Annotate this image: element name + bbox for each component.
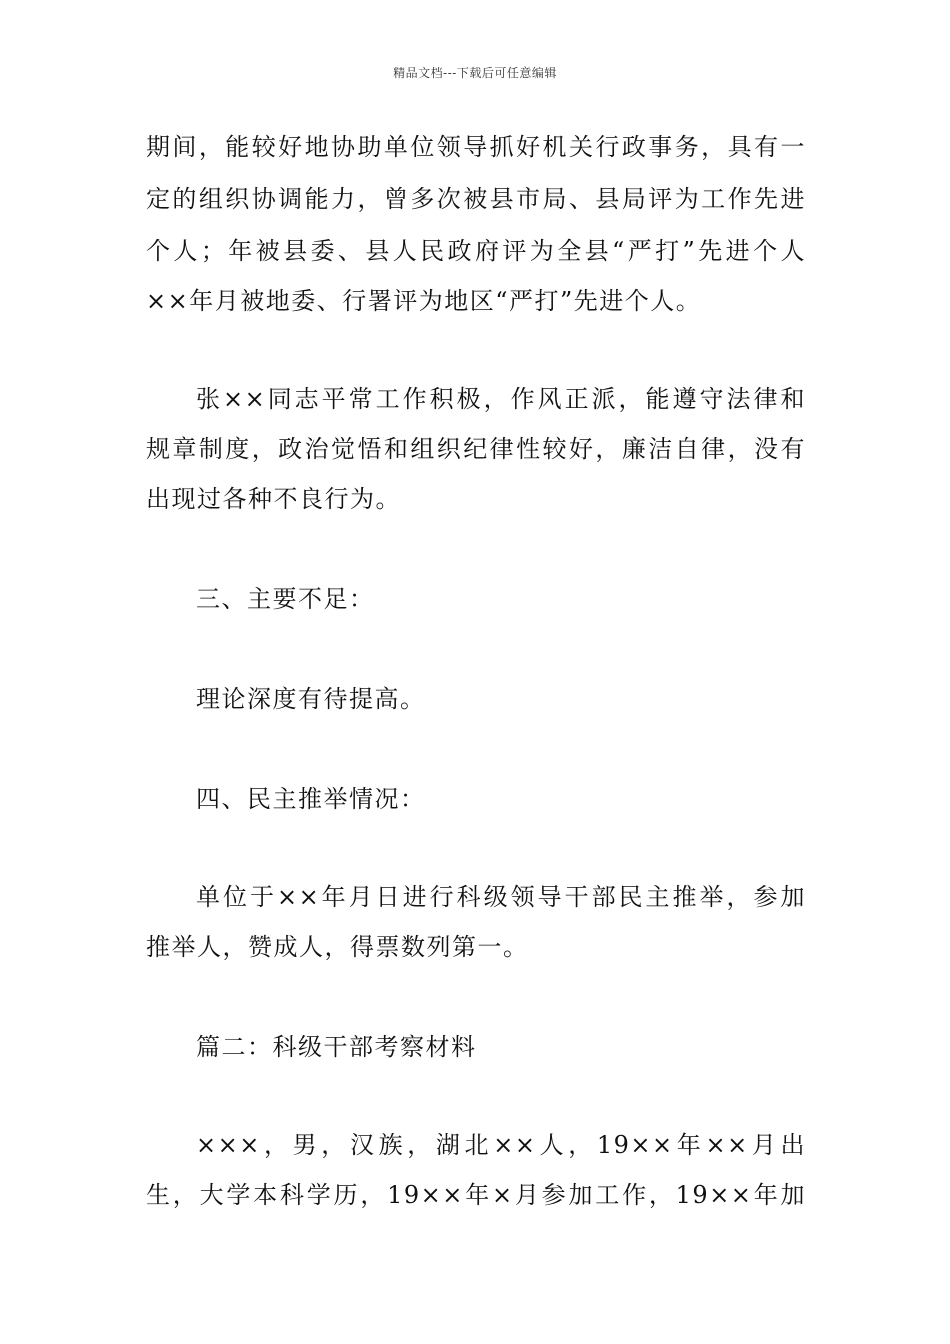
text-line-2: 定的组织协调能力，曾多次被县市局、县局评为工作先进	[146, 185, 806, 213]
article-title: 篇二：科级干部考察材料	[196, 1033, 477, 1061]
page-header: 精品文档---下载后可任意编辑	[393, 66, 557, 80]
text-line-12: 推举人，赞成人，得票数列第一。	[146, 933, 529, 961]
text-line-14: ×××，男，汉族，湖北××人，19××年××月出	[196, 1131, 806, 1159]
text-line-1: 期间，能较好地协助单位领导抓好机关行政事务，具有一	[146, 133, 806, 161]
text-line-9: 理论深度有待提高。	[196, 685, 426, 713]
section-heading-recommendation: 四、民主推举情况：	[196, 785, 426, 813]
text-line-5: 张××同志平常工作积极，作风正派，能遵守法律和	[196, 385, 806, 413]
section-heading-shortcomings: 三、主要不足：	[196, 585, 375, 613]
text-line-6: 规章制度，政治觉悟和组织纪律性较好，廉洁自律，没有	[146, 435, 806, 463]
text-line-7: 出现过各种不良行为。	[146, 485, 401, 513]
text-line-3: 个人；年被县委、县人民政府评为全县“严打”先进个人	[146, 237, 806, 265]
text-line-11: 单位于××年月日进行科级领导干部民主推举，参加	[196, 883, 806, 911]
text-line-4: ××年月被地委、行署评为地区“严打”先进个人。	[146, 287, 702, 315]
text-line-15: 生，大学本科学历，19××年×月参加工作，19××年加	[146, 1181, 806, 1209]
